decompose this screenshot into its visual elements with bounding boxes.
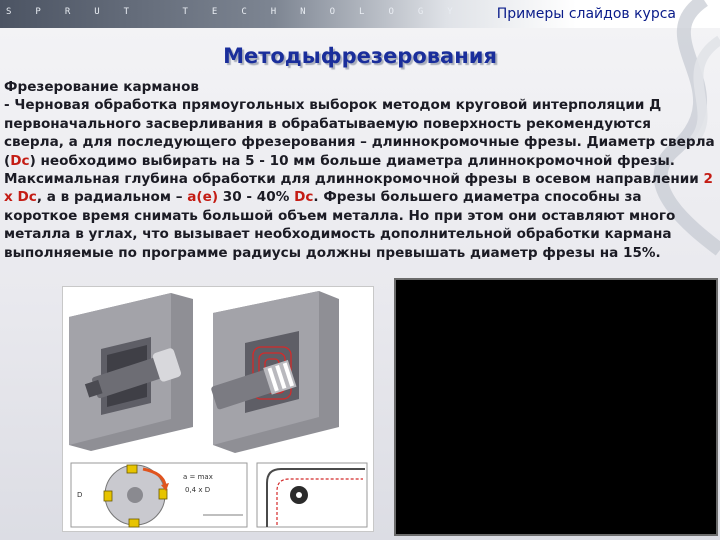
- body-text: . Фрезы большего диаметра способны за: [313, 189, 642, 206]
- body-text: , а в радиальном –: [36, 189, 188, 206]
- highlight-term: a(e): [187, 189, 219, 206]
- body-line: [4, 152, 720, 170]
- header-bar: [0, 0, 720, 28]
- body-line: [4, 133, 720, 151]
- highlight-term: x Dc: [4, 189, 37, 206]
- body-line: [4, 244, 720, 262]
- body-lines: [4, 96, 720, 262]
- body-line: [4, 96, 720, 114]
- highlight-term: Dc: [10, 152, 30, 169]
- highlight-term: Dc: [294, 189, 314, 206]
- label-dc: 0,4 x D: [185, 486, 211, 494]
- body-line: [4, 170, 720, 188]
- body-text: сверла, а для последующего фрезерования – длиннокромочные фрезы. Диаметр сверла: [4, 134, 715, 151]
- body-line: [4, 188, 720, 206]
- body-text: Максимальная глубина обработки для длиннокромочной фрезы в осевом направлении: [4, 171, 704, 188]
- slide-text: [4, 78, 720, 262]
- body-line: [4, 115, 720, 133]
- slide-subtitle: Фрезерование карманов: [4, 79, 200, 95]
- corner-panel: [257, 463, 367, 527]
- body-text: первоначального засверливания в обрабатываемую поверхность рекомендуются: [4, 115, 651, 132]
- cutter-hub: [127, 487, 143, 503]
- body-text: металла в углах, что вызывает необходимость дополнительной обработки кармана: [4, 226, 672, 243]
- body-text: выполняемые по программе радиусы должны превышать диаметр фрезы на 15%.: [4, 244, 661, 261]
- slide-title: Методыфрезерования: [223, 44, 497, 68]
- milling-figure: [62, 286, 374, 532]
- body-text: 30 - 40%: [218, 189, 295, 206]
- video-placeholder[interactable]: [394, 278, 718, 536]
- body-text: ) необходимо выбирать на 5 - 10 мм больше диаметра длиннокромочной фрезы.: [29, 152, 675, 169]
- corner-tool: [290, 486, 308, 504]
- body-line: [4, 225, 720, 243]
- milling-illustration: [63, 287, 373, 531]
- body-line: [4, 207, 720, 225]
- body-text: короткое время снимать большой объем металла. Но при этом они оставляют много: [4, 207, 676, 224]
- highlight-term: 2: [703, 171, 713, 188]
- body-text: (: [4, 152, 11, 169]
- label-ae: a = max: [183, 473, 213, 481]
- course-label[interactable]: Примеры слайдов курса: [496, 6, 676, 22]
- label-side: D: [77, 491, 83, 499]
- body-text: - Черновая обработка прямоугольных выборок методом круговой интерполяции Д: [4, 97, 662, 114]
- brand-text: SPRUT TECHNOLOGY: [6, 7, 477, 17]
